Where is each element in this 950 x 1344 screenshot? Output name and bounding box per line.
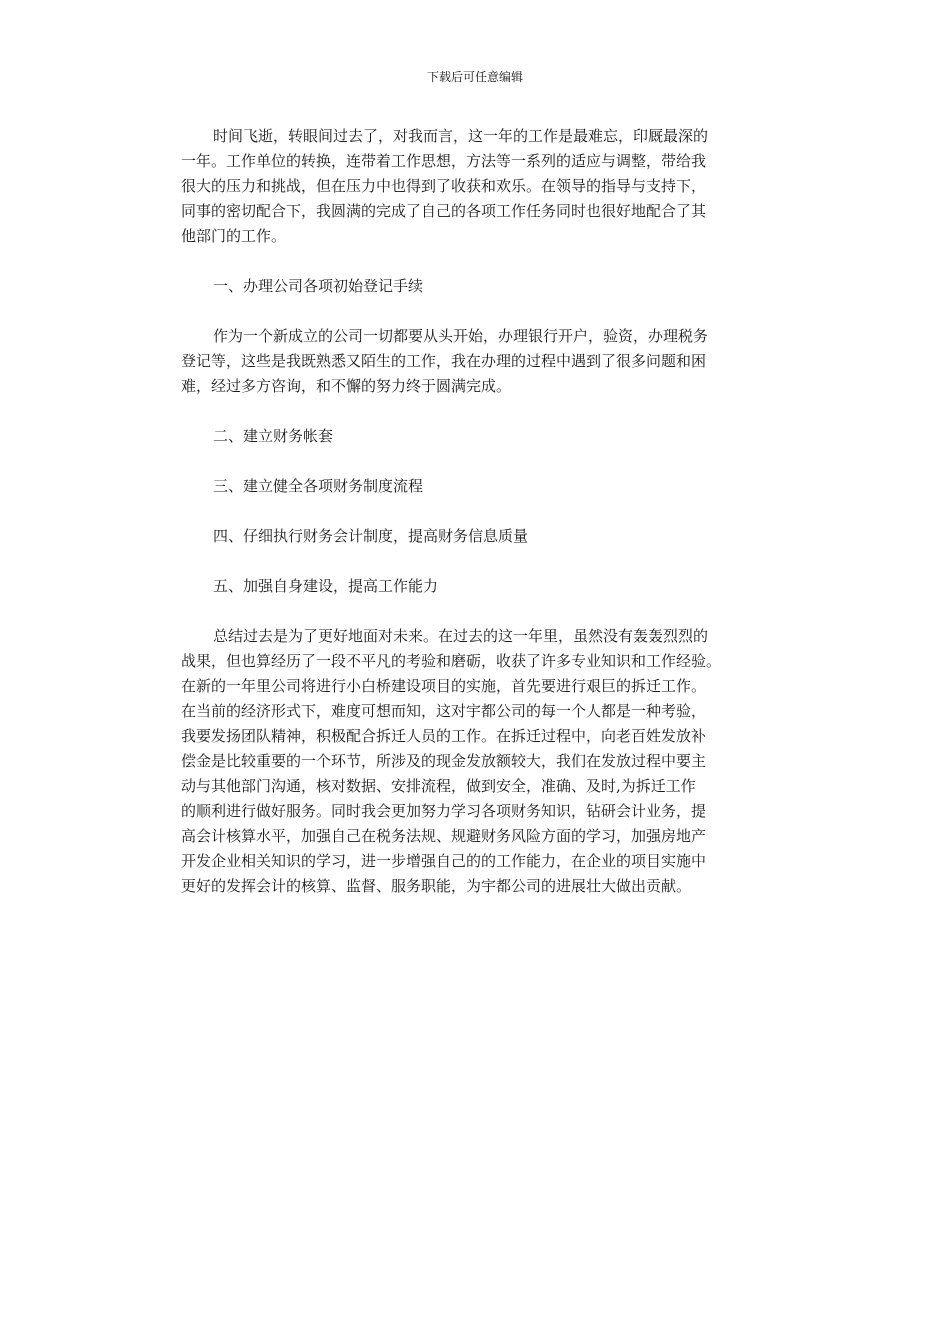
paragraph-line: 战果，但也算经历了一段不平凡的考验和磨砺，收获了许多专业知识和工作经验。 [181,652,722,670]
paragraph-line: 偿金是比较重要的一个环节，所涉及的现金发放额较大，我们在发放过程中要主 [181,752,707,770]
paragraph-line: 动与其他部门沟通，核对数据、安排流程，做到安全，准确、及时,为拆迁工作 [181,777,696,795]
section-heading-5: 五、加强自身建设，提高工作能力 [213,577,439,595]
section-heading-1: 一、办理公司各项初始登记手续 [213,277,424,295]
paragraph-line: 作为一个新成立的公司一切都要从头开始，办理银行开户，验资，办理税务 [213,327,709,345]
paragraph-line: 他部门的工作。 [181,227,287,245]
intro-paragraph [181,124,781,249]
paragraph-line: 我要发扬团队精神，积极配合拆迁人员的工作。在拆迁过程中，向老百姓发放补 [181,727,707,745]
section-heading-3: 三、建立健全各项财务制度流程 [213,477,424,495]
paragraph-line: 更好的发挥会计的核算、监督、服务职能，为宇都公司的进展壮大做出贡献。 [181,877,692,895]
paragraph-line: 在当前的经济形式下，难度可想而知，这对宇都公司的每一个人都是一种考验， [181,702,707,720]
paragraph-line: 同事的密切配合下，我圆满的完成了自己的各项工作任务同时也很好地配合了其 [181,202,707,220]
paragraph-line: 的顺利进行做好服务。同时我会更加努力学习各项财务知识，钻研会计业务，提 [181,802,707,820]
paragraph-line: 时间飞逝，转眼间过去了，对我而言，这一年的工作是最难忘，印厩最深的 [213,127,709,145]
section1-paragraph [181,324,781,399]
paragraph-line: 高会计核算水平，加强自己在税务法规、规避财务风险方面的学习，加强房地产 [181,827,707,845]
paragraph-line: 总结过去是为了更好地面对未来。在过去的这一年里，虽然没有轰轰烈烈的 [213,627,709,645]
conclusion-paragraph [181,624,781,899]
paragraph-line: 登记等，这些是我既熟悉又陌生的工作，我在办理的过程中遇到了很多问题和困 [181,352,707,370]
page-header: 下载后可任意编辑 [426,70,523,84]
paragraph-line: 很大的压力和挑战，但在压力中也得到了收获和欢乐。在领导的指导与支持下， [181,177,707,195]
paragraph-line: 在新的一年里公司将进行小白桥建设项目的实施，首先要进行艰巨的拆迁工作。 [181,677,707,695]
paragraph-line: 开发企业相关知识的学习，进一步增强自己的的工作能力，在企业的项目实施中 [181,852,707,870]
document-body [181,124,781,899]
section-heading-4: 四、仔细执行财务会计制度，提高财务信息质量 [213,527,529,545]
paragraph-line: 一年。工作单位的转换，连带着工作思想，方法等一系列的适应与调整，带给我 [181,152,707,170]
section-heading-2: 二、建立财务帐套 [213,427,334,445]
paragraph-line: 难，经过多方咨询，和不懈的努力终于圆满完成。 [181,377,512,395]
